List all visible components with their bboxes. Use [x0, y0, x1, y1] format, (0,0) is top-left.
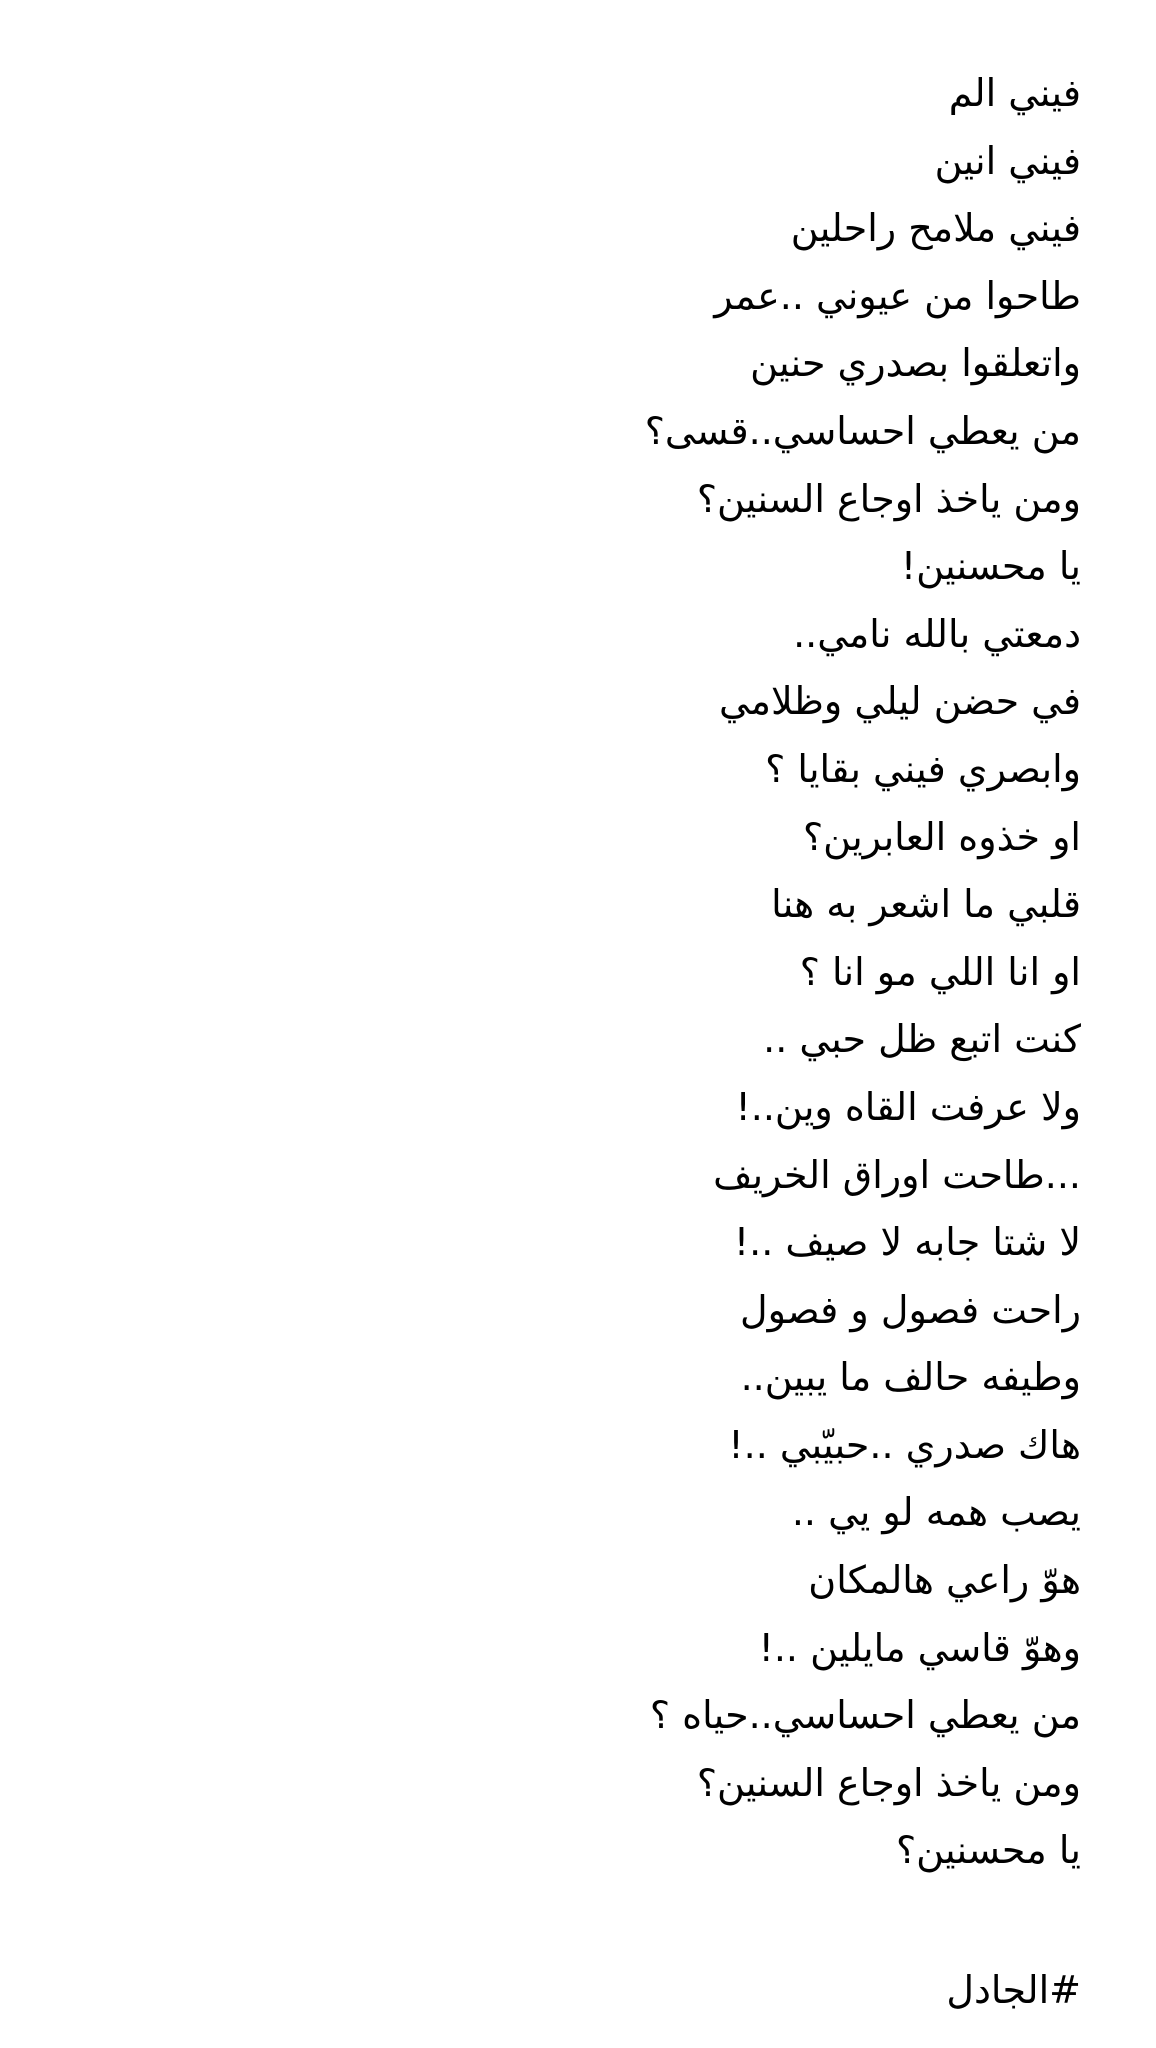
poem-line: من يعطي احساسي..حياه ؟ — [649, 1693, 1081, 1738]
poem-line: او خذوه العابرين؟ — [802, 814, 1081, 859]
poem-line: ومن ياخذ اوجاع السنين؟ — [696, 476, 1081, 521]
poem-line: دمعتي بالله نامي.. — [793, 611, 1081, 656]
poem-line: راحت فصول و فصول — [739, 1287, 1081, 1332]
poem-line: لا شتا جابه لا صيف ..! — [733, 1220, 1081, 1265]
poem-line: هاك صدري ..حبيّبي ..! — [728, 1422, 1081, 1467]
poem-line: من يعطي احساسي..قسى؟ — [644, 408, 1081, 453]
poem-line: يا محسنين! — [900, 544, 1081, 589]
poem-line: فيني الم — [948, 71, 1081, 115]
poem-line: فيني ملامح راحلين — [790, 206, 1081, 251]
poem-line: يا محسنين؟ — [895, 1828, 1081, 1873]
poem-line: وهوّ قاسي مايلين ..! — [758, 1625, 1081, 1670]
poem-line: كنت اتبع ظل حبي .. — [763, 1017, 1081, 1062]
poem-line: يصب همه لو يي .. — [791, 1490, 1081, 1535]
poem-line: ومن ياخذ اوجاع السنين؟ — [696, 1760, 1081, 1805]
poem-line: طاحوا من عيوني ..عمر — [714, 273, 1081, 318]
poem-line: وطيفه حالف ما يبين.. — [740, 1355, 1081, 1400]
poem-line: ولا عرفت القاه وين..! — [735, 1084, 1081, 1129]
poem-line: هوّ راعي هالمكان — [808, 1558, 1081, 1603]
hashtag-signature: #الجادل — [946, 1968, 1081, 2012]
poem-text — [81, 60, 1081, 1885]
poem-line: وابصري فيني بقايا ؟ — [765, 746, 1081, 791]
poem-line: واتعلقوا بصدري حنين — [750, 341, 1081, 386]
poem-line: ...طاحت اوراق الخريف — [713, 1152, 1081, 1197]
poem-line: في حضن ليلي وظلامي — [718, 679, 1081, 724]
poem-line: قلبي ما اشعر به هنا — [771, 882, 1081, 927]
poem-line: او انا اللي مو انا ؟ — [799, 949, 1081, 994]
poem-line: فيني انين — [934, 138, 1081, 183]
